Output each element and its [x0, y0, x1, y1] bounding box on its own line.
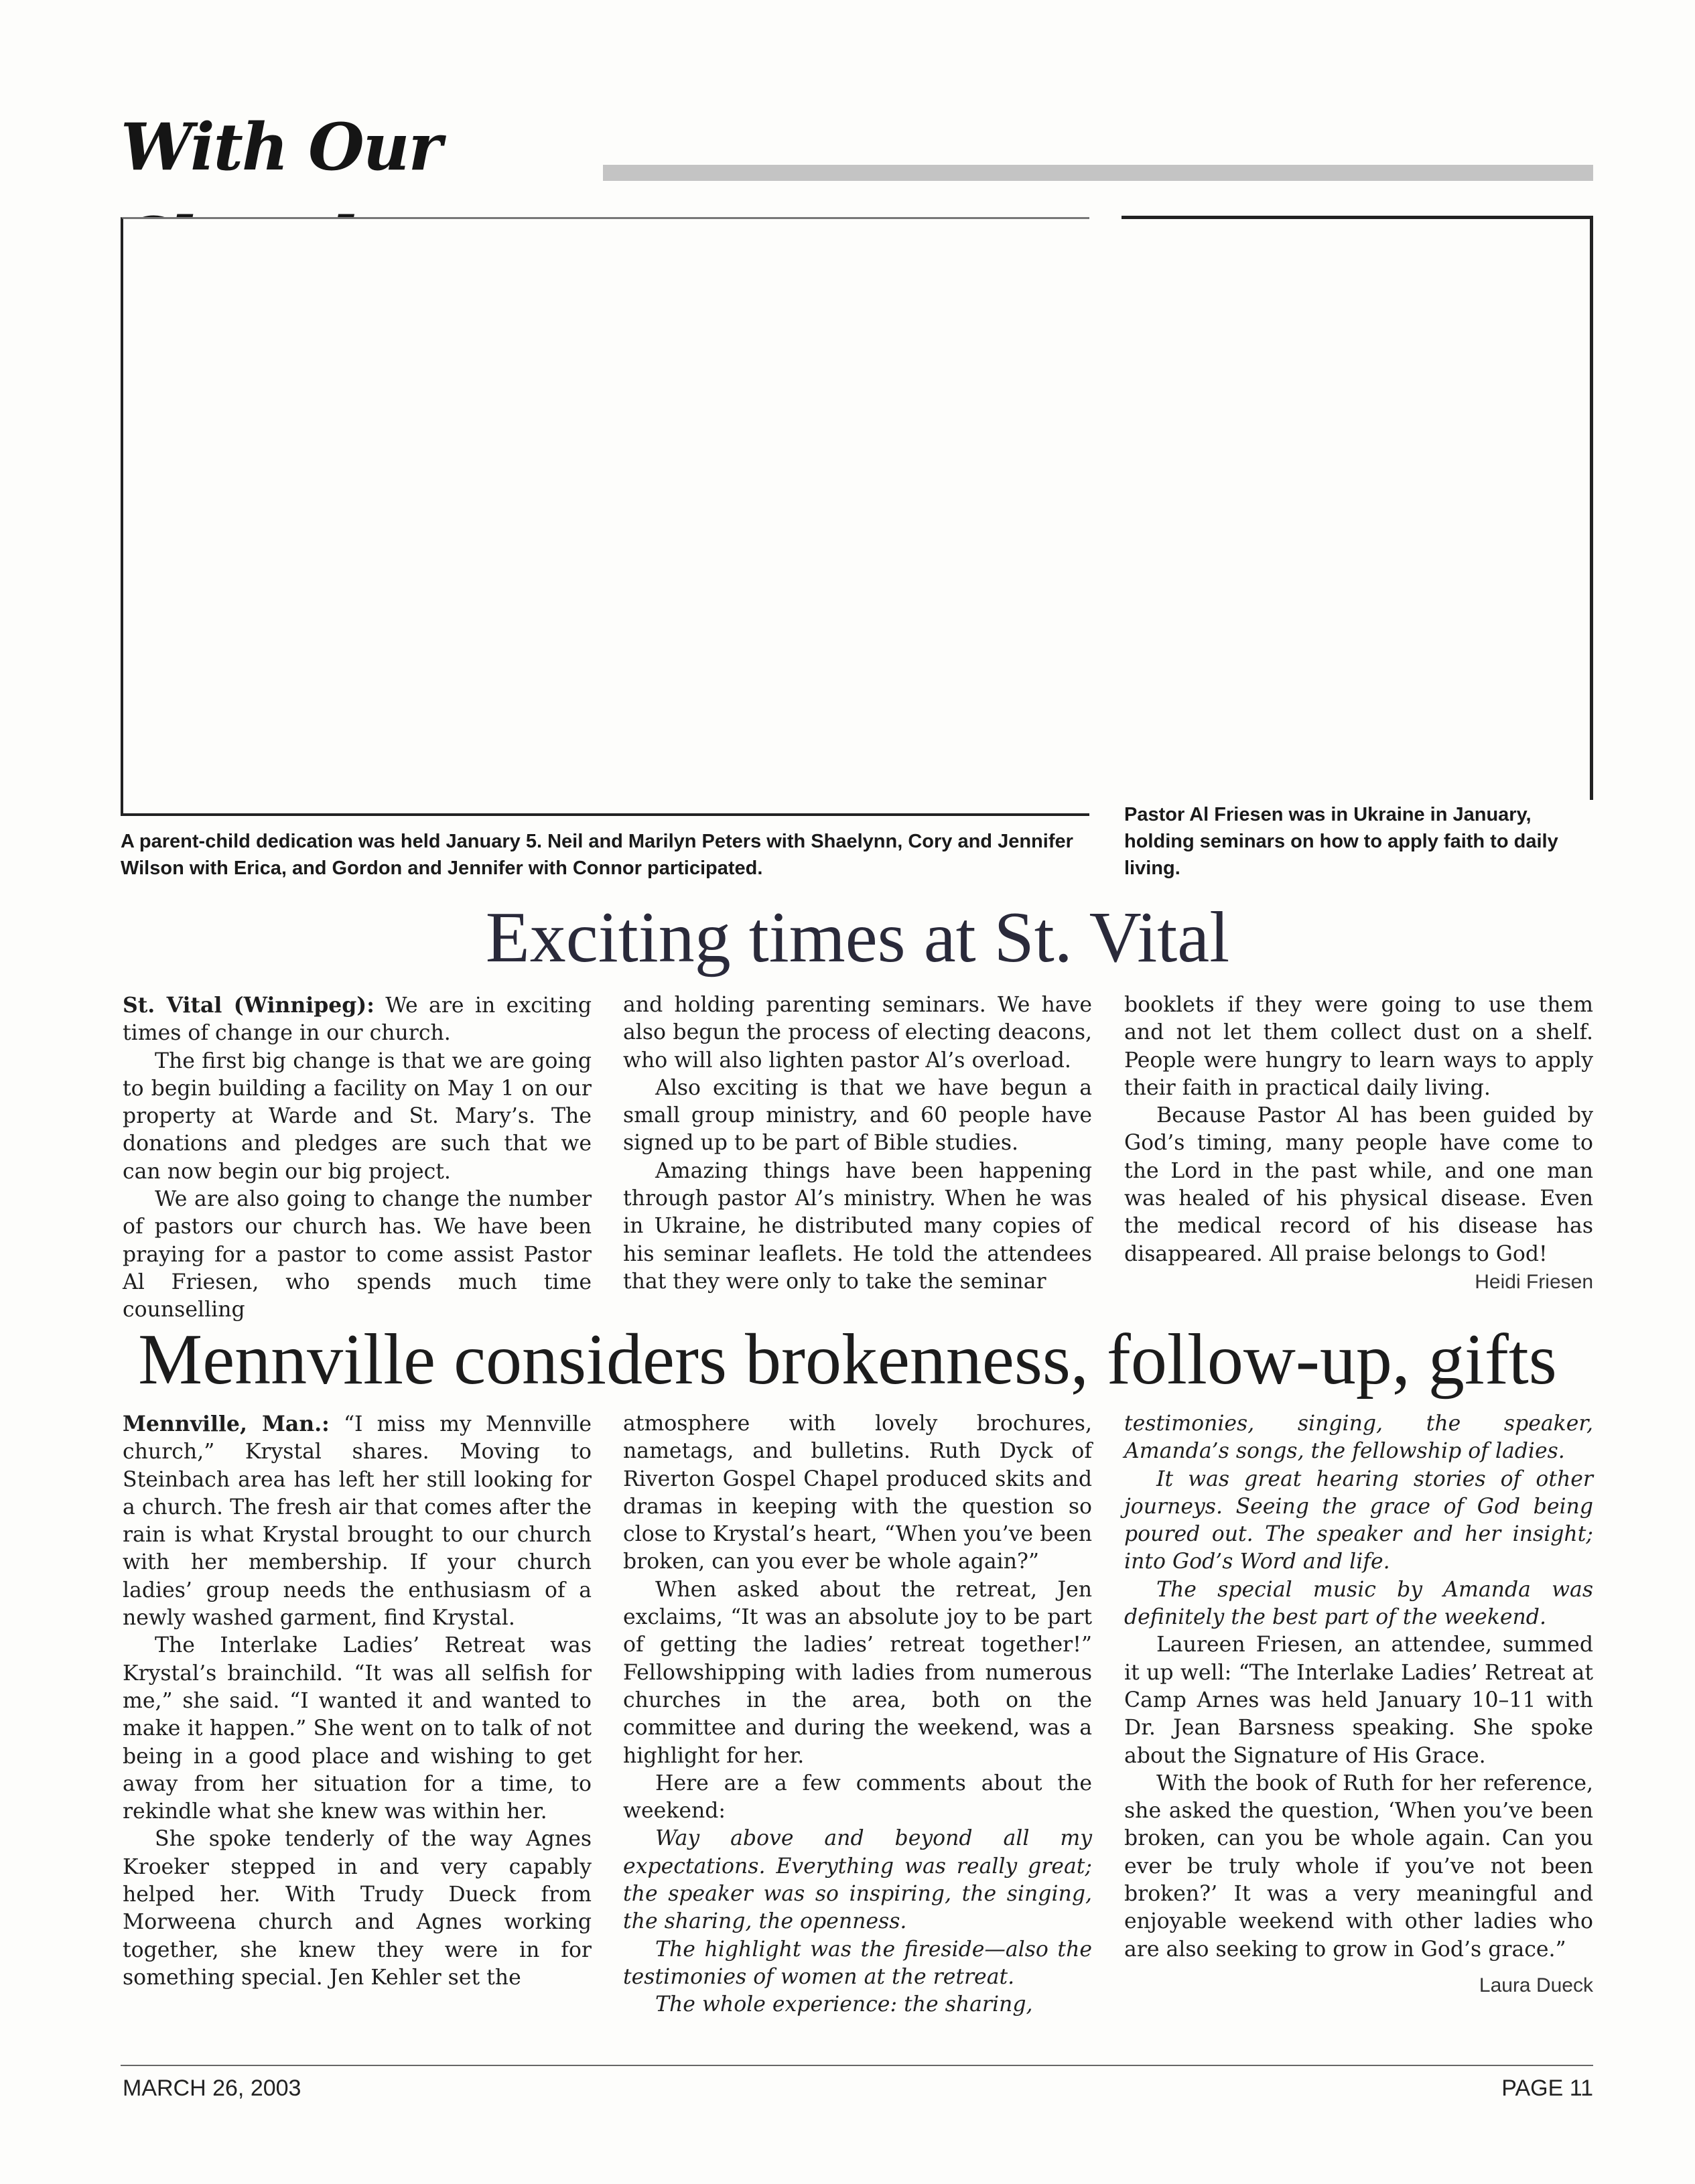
dateline: Mennville, Man.:	[123, 1412, 330, 1436]
page-number: PAGE 11	[1501, 2075, 1593, 2101]
paragraph: Amazing things have been happening through pastor Al’s ministry. When he was in Ukraine, he distributed many copies of his seminar leaflets. He told the attendees that they were only to take the seminar	[623, 1158, 1092, 1294]
quote: The whole experience: the sharing,	[655, 1992, 1033, 2017]
paragraph: and holding parenting seminars. We have also begun the process of electing deacons, who will also lighten pastor Al’s overload.	[623, 993, 1092, 1073]
quote: It was great hearing stories of other journeys. Seeing the grace of God being poured out. The speaker and her insight; into God’s Word and life.	[1124, 1466, 1593, 1574]
byline: Laura Dueck	[1479, 1974, 1593, 1996]
paragraph: Laureen Friesen, an attendee, summed it up well: “The Interlake Ladies’ Retreat at Camp Arnes was held January 10–11 with Dr. Jean Barsness speaking. She spoke about the Signature of His Grace.	[1124, 1633, 1593, 1768]
paragraph: The Interlake Ladies’ Retreat was Krystal’s brainchild. “It was all selfish for me,” she said. “I wanted it and wanted to make it happen.” She went on to talk of not being in a good place and wishing to get away from her situation for a time, to rekindle what she knew was within her.	[123, 1633, 592, 1824]
paragraph: We are also going to change the number of pastors our church has. We have been praying for a pastor to come assist Pastor Al Friesen, who spends much time counselling	[123, 1187, 592, 1322]
paragraph: atmosphere with lovely brochures, nametags, and bulletins. Ruth Dyck of Riverton Gospel Chapel produced skits and dramas in keeping with the question so close to Krystal’s heart, “When you’ve been broken, can you ever be whole again?”	[623, 1412, 1092, 1574]
paragraph: booklets if they were going to use them and not let them collect dust on a shelf. People were hungry to learn ways to apply their faith in practical daily living.	[1124, 993, 1593, 1100]
quote: The special music by Amanda was definitely the best part of the weekend.	[1124, 1577, 1593, 1630]
paragraph: Here are a few comments about the weekend:	[623, 1771, 1092, 1824]
section-title: With Our	[121, 109, 442, 185]
paragraph	[123, 992, 592, 1048]
pastor-photo	[1122, 216, 1593, 800]
paragraph-text: “I miss my Mennville church,” Krystal shares. Moving to Steinbach area has left her still looking for a church. The fresh air that comes after the rain is what Krystal brought to our church with her membership. If your church ladies’ group needs the enthusiasm of a newly washed garment, find Krystal.	[123, 1412, 592, 1631]
article1-column-1	[123, 992, 592, 1324]
quote: The highlight was the fireside—also the testimonies of women at the retreat.	[623, 1937, 1092, 1989]
byline: Heidi Friesen	[1475, 1270, 1593, 1293]
paragraph: She spoke tenderly of the way Agnes Kroeker stepped in and very capably helped her. With Trudy Dueck from Morweena church and Agnes working together, she knew they were in for something special. Jen Kehler set the	[123, 1827, 592, 1990]
article1-column-2	[623, 992, 1092, 1296]
header-rule	[603, 165, 1593, 181]
article1-column-3	[1124, 992, 1593, 1296]
article2-column-1	[123, 1410, 592, 1992]
paragraph: When asked about the retreat, Jen exclaims, “It was an absolute joy to be part of getting the ladies’ retreat together!” Fellowshipping with ladies from numerous churches in the area, both on the committee and during the weekend, was a highlight for her.	[623, 1577, 1092, 1768]
article2-column-3	[1124, 1410, 1593, 1999]
footer-rule	[121, 2065, 1593, 2066]
quote: testimonies, singing, the speaker, Amanda’s songs, the fellowship of ladies.	[1124, 1412, 1593, 1464]
paragraph: With the book of Ruth for her reference, she asked the question, ‘When you’ve been broken, can you be whole again. Can you ever be truly whole if you’ve not been broken?’ It was a very meaningful and enjoyable weekend with other ladies who are also seeking to grow in God’s grace.”	[1124, 1771, 1593, 1962]
dedication-photo	[121, 217, 1089, 816]
paragraph	[123, 1410, 592, 1632]
dedication-photo-caption: A parent-child dedication was held January 5. Neil and Marilyn Peters with Shaelynn, Cory and Jennifer Wilson with Erica, and Gordon and Jennifer with Connor participated.	[121, 831, 1073, 879]
paragraph: Because Pastor Al has been guided by God’s timing, many people have come to the Lord in the past while, and one man was healed of his physical disease. Even the medical record of his disease has disappeared. All praise belongs to God!	[1124, 1103, 1593, 1266]
paragraph: Also exciting is that we have begun a small group ministry, and 60 people have signed up to be part of Bible studies.	[623, 1075, 1092, 1156]
paragraph-text: We are in exciting times of change in our church.	[123, 994, 592, 1046]
issue-date: MARCH 26, 2003	[123, 2075, 301, 2101]
article2-column-2	[623, 1410, 1092, 2019]
article-headline: Exciting times at St. Vital	[485, 898, 1230, 977]
pastor-photo-caption: Pastor Al Friesen was in Ukraine in January, holding seminars on how to apply faith to daily living.	[1124, 804, 1558, 879]
quote: Way above and beyond all my expectations. Everything was really great; the speaker was so inspiring, the singing, the sharing, the openness.	[623, 1826, 1092, 1934]
dateline: St. Vital (Winnipeg):	[123, 993, 375, 1018]
paragraph: The first big change is that we are going to begin building a facility on May 1 on our property at Warde and St. Mary’s. The donations and pledges are such that we can now begin our big project.	[123, 1048, 592, 1184]
article-headline: Mennville considers brokenness, follow-up, gifts	[138, 1320, 1557, 1400]
